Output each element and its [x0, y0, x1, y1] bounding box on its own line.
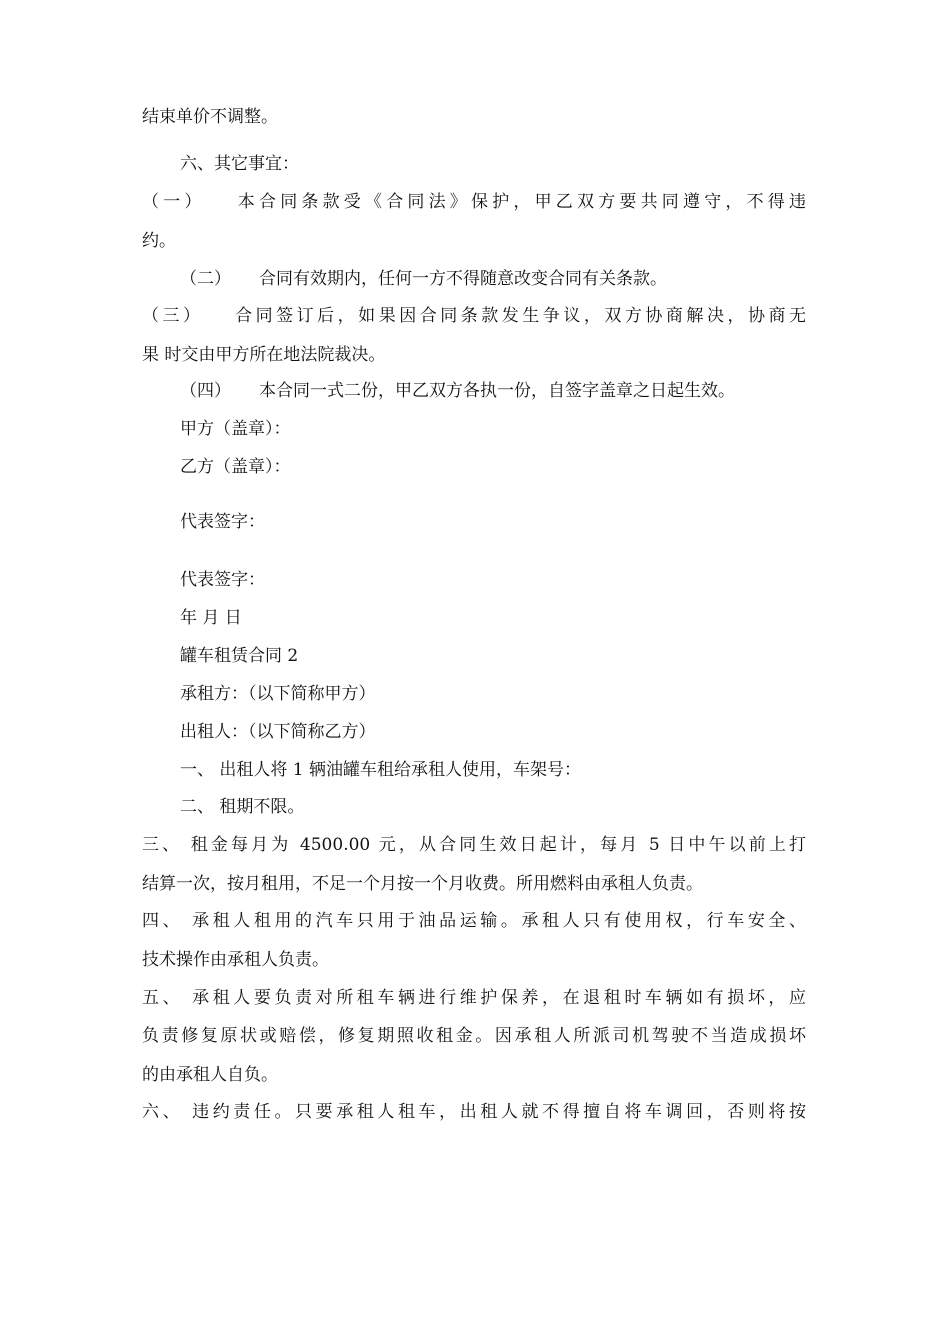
paragraph-line: 五、 承租人要负责对所租车辆进行维护保养，在退租时车辆如有损坏，应	[142, 988, 806, 1008]
date-line: 年 月 日	[180, 608, 242, 628]
clause-number: （二）	[180, 269, 231, 289]
paragraph-line: 六、 违约责任。只要承租人租车，出租人就不得擅自将车调回，否则将按	[142, 1102, 806, 1122]
party-line: 出租人：（以下简称乙方）	[180, 722, 376, 742]
paragraph-line: （二） 合同有效期内，任何一方不得随意改变合同有关条款。	[180, 269, 667, 289]
clause-number: （四）	[180, 381, 231, 401]
section-heading: 六、其它事宜：	[180, 154, 299, 174]
paragraph-line: 结算一次，按月租用，不足一个月按一个月收费。所用燃料由承租人负责。	[142, 874, 703, 894]
paragraph-line: 的由承租人自负。	[142, 1065, 278, 1085]
paragraph-line: 负责修复原状或赔偿，修复期照收租金。因承租人所派司机驾驶不当造成损坏	[142, 1026, 806, 1046]
clause-number: （一）	[142, 192, 206, 212]
paragraph-line: 四、 承租人租用的汽车只用于油品运输。承租人只有使用权，行车安全、	[142, 911, 806, 931]
document-title: 罐车租赁合同 2	[180, 646, 299, 666]
signature-label: 乙方（盖章）：	[180, 457, 291, 477]
paragraph-line: 二、 租期不限。	[180, 797, 305, 817]
paragraph-line: （一） 本合同条款受《合同法》保护，甲乙双方要共同遵守，不得违	[142, 192, 807, 212]
signature-label: 代表签字：	[180, 570, 265, 590]
signature-label: 代表签字：	[180, 512, 265, 532]
paragraph-line: 果 时交由甲方所在地法院裁决。	[142, 345, 386, 365]
paragraph-line: （三） 合同签订后，如果因合同条款发生争议，双方协商解决，协商无	[142, 306, 807, 326]
paragraph-line: 三、 租金每月为 4500.00 元，从合同生效日起计，每月 5 日中午以前上打	[142, 835, 806, 855]
clause-number: （三）	[142, 306, 204, 326]
paragraph-line: 一、 出租人将 1 辆油罐车租给承租人使用，车架号：	[180, 760, 582, 780]
paragraph-line: 技术操作由承租人负责。	[142, 950, 329, 970]
signature-label: 甲方（盖章）：	[180, 419, 291, 439]
paragraph-line: （四） 本合同一式二份，甲乙双方各执一份，自签字盖章之日起生效。	[180, 381, 735, 401]
party-line: 承租方：（以下简称甲方）	[180, 684, 376, 704]
paragraph-line: 约。	[142, 231, 176, 251]
paragraph-line: 结束单价不调整。	[142, 107, 278, 127]
